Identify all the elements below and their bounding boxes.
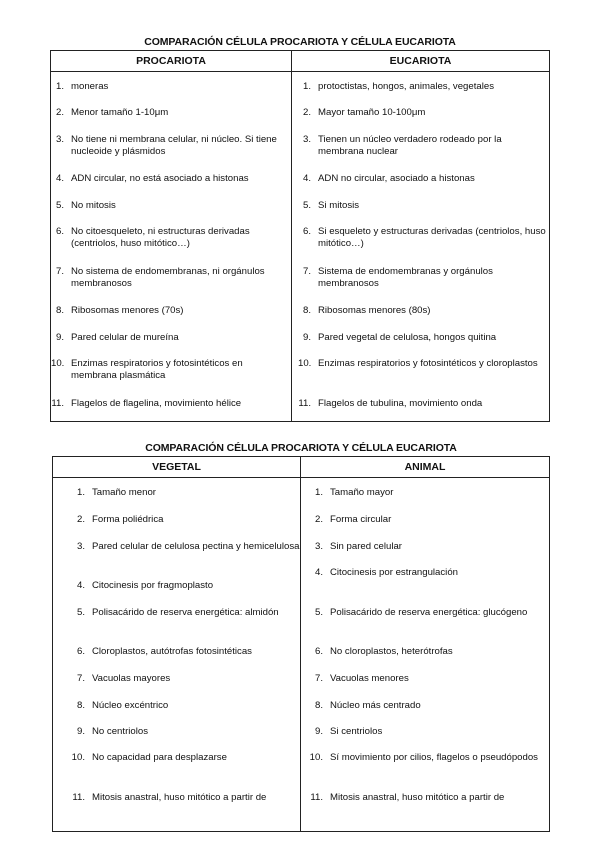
list-item: 10. Enzimas respiratorios y fotosintéticos en membrana plasmática: [51, 358, 243, 381]
list-item: 10. Enzimas respiratorios y fotosintéticos y cloroplastos: [298, 358, 538, 369]
list-item: 5. Si mitosis: [302, 200, 360, 211]
list-item: 2. Forma poliédrica: [76, 514, 164, 525]
list-item: 3. Sin pared celular: [314, 541, 402, 552]
list-item: 4. ADN no circular, asociado a histonas: [302, 173, 475, 184]
list-item: 7. Sistema de endomembranas y orgánulos membranosos: [302, 266, 493, 289]
list-item: 9. Pared celular de mureína: [55, 332, 179, 343]
list-item: 3. No tiene ni membrana celular, ni núcleo. Si tiene nucleoide y plásmidos: [55, 134, 277, 157]
list-item: 1. Tamaño menor: [76, 487, 156, 498]
column-eucariota: [291, 51, 549, 421]
list-item: 6. Si esqueleto y estructuras derivadas (centriolos, huso mitótico…): [302, 226, 546, 249]
list-item: 2. Forma circular: [314, 514, 392, 525]
list-item: 9. No centriolos: [76, 726, 148, 737]
comparison-table-procariota-eucariota: [50, 36, 550, 422]
table-title: COMPARACIÓN CÉLULA PROCARIOTA Y CÉLULA EUCARIOTA: [144, 36, 456, 48]
list-item: 6. No citoesqueleto, ni estructuras derivadas (centriolos, huso mitótico…): [55, 226, 250, 249]
list-item: 7. Vacuolas menores: [314, 673, 409, 684]
list-item: 8. Ribosomas menores (80s): [302, 305, 431, 316]
list-item: 10. No capacidad para desplazarse: [71, 752, 227, 763]
comparison-table-vegetal-animal: [52, 442, 550, 832]
list-item: 6. Cloroplastos, autótrofas fotosintéticas: [76, 646, 252, 657]
list-item: 8. Núcleo más centrado: [314, 700, 421, 711]
column-procariota: [51, 51, 291, 421]
list-item: 4. Citocinesis por fragmoplasto: [76, 580, 214, 591]
list-item: 7. Vacuolas mayores: [76, 673, 171, 684]
list-item: 7. No sistema de endomembranas, ni orgánulos membranosos: [55, 266, 265, 289]
list-item: 10. Sí movimiento por cilios, flagelos o pseudópodos: [309, 752, 538, 763]
column-vegetal: [53, 457, 300, 831]
list-item: 9. Si centriolos: [314, 726, 383, 737]
list-item: 5. Polisacárido de reserva energética: glucógeno: [314, 607, 528, 618]
list-item: 8. Núcleo excéntrico: [76, 700, 169, 711]
column-header: PROCARIOTA: [51, 51, 291, 72]
list-item: 1. protoctistas, hongos, animales, vegetales: [302, 81, 494, 92]
list-item: 11. Flagelos de flagelina, movimiento hélice: [51, 398, 242, 409]
list-item: 11. Mitosis anastral, huso mitótico a partir de: [310, 792, 505, 803]
list-item: 6. No cloroplastos, heterótrofas: [314, 646, 453, 657]
list-item: 2. Menor tamaño 1-10μm: [55, 107, 169, 118]
list-item: 1. moneras: [55, 81, 109, 92]
column-animal: [300, 457, 549, 831]
list-item: 5. No mitosis: [55, 200, 116, 211]
column-header: ANIMAL: [301, 457, 549, 478]
table-grid: [52, 456, 550, 832]
list-item: 11. Flagelos de tubulina, movimiento onda: [298, 398, 483, 409]
table-title: COMPARACIÓN CÉLULA PROCARIOTA Y CÉLULA EUCARIOTA: [145, 442, 457, 454]
list-item: 3. Tienen un núcleo verdadero rodeado por la membrana nuclear: [302, 134, 502, 157]
list-item: 4. Citocinesis por estrangulación: [314, 567, 458, 578]
list-item: 3. Pared celular de celulosa pectina y hemicelulosa: [76, 541, 300, 552]
list-item: 4. ADN circular, no está asociado a histonas: [55, 173, 249, 184]
list-item: 9. Pared vegetal de celulosa, hongos quitina: [302, 332, 497, 343]
column-header: EUCARIOTA: [292, 51, 549, 72]
list-item: 5. Polisacárido de reserva energética: almidón: [76, 607, 279, 618]
list-item: 1. Tamaño mayor: [314, 487, 394, 498]
table-grid: [50, 50, 550, 422]
column-header: VEGETAL: [53, 457, 300, 478]
list-item: 8. Ribosomas menores (70s): [55, 305, 184, 316]
list-item: 11. Mitosis anastral, huso mitótico a partir de: [72, 792, 267, 803]
list-item: 2. Mayor tamaño 10-100μm: [302, 107, 426, 118]
